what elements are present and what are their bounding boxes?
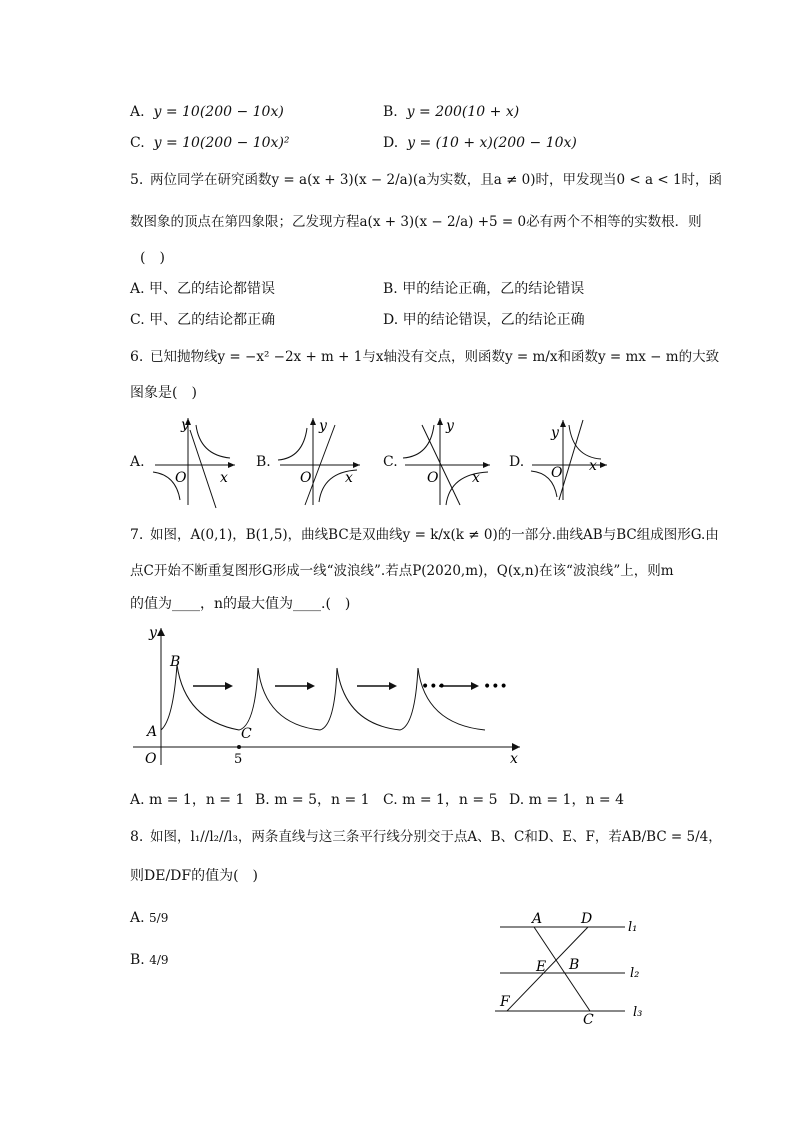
q6-option-a-label[interactable]: A.	[130, 454, 145, 470]
q7-x-label: x	[510, 751, 518, 767]
q5-answer-paren: ( )	[140, 250, 165, 266]
q7-tick-5-label: 5	[234, 752, 243, 767]
q4-option-d[interactable]: D. y = (10 + x)(200 − 10x)	[383, 135, 577, 151]
q4-option-b[interactable]: B. y = 200(10 + x)	[383, 104, 520, 120]
q8-line-l2-label: l₂	[630, 966, 640, 981]
q6-option-b-label[interactable]: B.	[256, 454, 271, 470]
q7-text-line2: 点C开始不断重复图形G形成一线“波浪线”.若点P(2020,m)，Q(x,n)在该“波浪线”上，则m	[130, 563, 674, 579]
q6-b-x-label: x	[345, 470, 353, 486]
q6-text-line2: 图象是( )	[130, 385, 197, 401]
q7-option-d[interactable]: D. m = 1，n = 4	[509, 792, 624, 808]
q6-text-line1: 已知抛物线y = −x² −2x + m + 1与x轴没有交点，则函数y = m/x和函数y = mx − m的大致	[150, 349, 720, 365]
q6-d-x-label: x	[589, 458, 597, 474]
q8-parallel-lines-figure	[490, 905, 655, 1030]
q8-line-l3-label: l₃	[633, 1005, 643, 1020]
q5-option-b[interactable]: B. 甲的结论正确，乙的结论错误	[383, 281, 585, 297]
q6-d-origin-label: O	[551, 465, 563, 481]
q6-d-y-label: y	[551, 425, 559, 441]
q8-point-a-label: A	[532, 911, 543, 927]
q7-option-a[interactable]: A. m = 1，n = 1	[130, 792, 245, 808]
q8-point-c-label: C	[583, 1012, 594, 1028]
q6-number: 6.	[130, 349, 144, 365]
q8-option-a[interactable]: A. 5/9	[130, 910, 169, 926]
q6-c-x-label: x	[472, 470, 480, 486]
q8-text-line1: 如图，l₁//l₂//l₃，两条直线与这三条平行线分别交于点A、B、C和D、E、F，若AB/BC = 5/4，	[150, 829, 722, 845]
q7-number: 7.	[130, 527, 144, 543]
q4-option-c[interactable]: C. y = 10(200 − 10x)²	[130, 135, 290, 151]
q5-text-line2: 数图象的顶点在第四象限；乙发现方程a(x + 3)(x − 2/a) +5 = 0必有两个不相等的实数根．则	[130, 214, 702, 230]
q6-graph-c[interactable]	[400, 410, 495, 510]
q5-number: 5.	[130, 172, 144, 188]
q7-text-line3: 的值为____，n的最大值为____.( )	[130, 596, 351, 612]
q7-option-b[interactable]: B. m = 5，n = 1	[255, 792, 370, 808]
q6-a-origin-label: O	[175, 470, 187, 486]
q4-option-a[interactable]: A. y = 10(200 − 10x)	[130, 104, 284, 120]
q6-a-x-label: x	[220, 470, 228, 486]
q7-option-c[interactable]: C. m = 1，n = 5	[383, 792, 498, 808]
q6-b-y-label: y	[319, 418, 327, 434]
q6-graph-b[interactable]	[275, 410, 365, 510]
q6-graph-d[interactable]	[527, 415, 612, 505]
q7-point-c-label: C	[241, 726, 252, 742]
q8-point-e-label: E	[536, 959, 547, 975]
q7-point-a-label: A	[147, 724, 158, 740]
q8-option-b[interactable]: B. 4/9	[130, 952, 169, 968]
q6-a-y-label: y	[181, 417, 189, 433]
q7-wave-figure	[125, 620, 530, 770]
q6-c-y-label: y	[446, 418, 454, 434]
q8-point-f-label: F	[500, 994, 510, 1010]
q7-y-label: y	[149, 625, 157, 641]
q8-point-d-label: D	[581, 911, 593, 927]
q8-point-b-label: B	[569, 957, 580, 973]
q6-graph-a[interactable]	[150, 410, 240, 510]
q6-b-origin-label: O	[300, 470, 312, 486]
q7-text-line1: 如图，A(0,1)，B(1,5)，曲线BC是双曲线y = k/x(k ≠ 0)的一部分.曲线AB与BC组成图形G.由	[150, 527, 719, 543]
q8-number: 8.	[130, 829, 144, 845]
q8-text-line2: 则DE/DF的值为( )	[130, 868, 259, 884]
q6-c-origin-label: O	[427, 470, 439, 486]
q5-option-a[interactable]: A. 甲、乙的结论都错误	[130, 281, 276, 297]
q5-text-line1: 两位同学在研究函数y = a(x + 3)(x − 2/a)(a为实数，且a ≠ 0)时，甲发现当0 < a < 1时，函	[150, 172, 723, 188]
q6-option-d-label[interactable]: D.	[509, 454, 525, 470]
q7-point-b-label: B	[170, 654, 181, 670]
q5-option-d[interactable]: D. 甲的结论错误，乙的结论正确	[383, 312, 585, 328]
q5-option-c[interactable]: C. 甲、乙的结论都正确	[130, 312, 276, 328]
q8-line-l1-label: l₁	[628, 920, 638, 935]
q7-origin-label: O	[145, 751, 157, 767]
q7-dots-1: •••	[421, 679, 446, 695]
q7-dots-2: •••	[483, 679, 508, 695]
q6-option-c-label[interactable]: C.	[383, 454, 398, 470]
